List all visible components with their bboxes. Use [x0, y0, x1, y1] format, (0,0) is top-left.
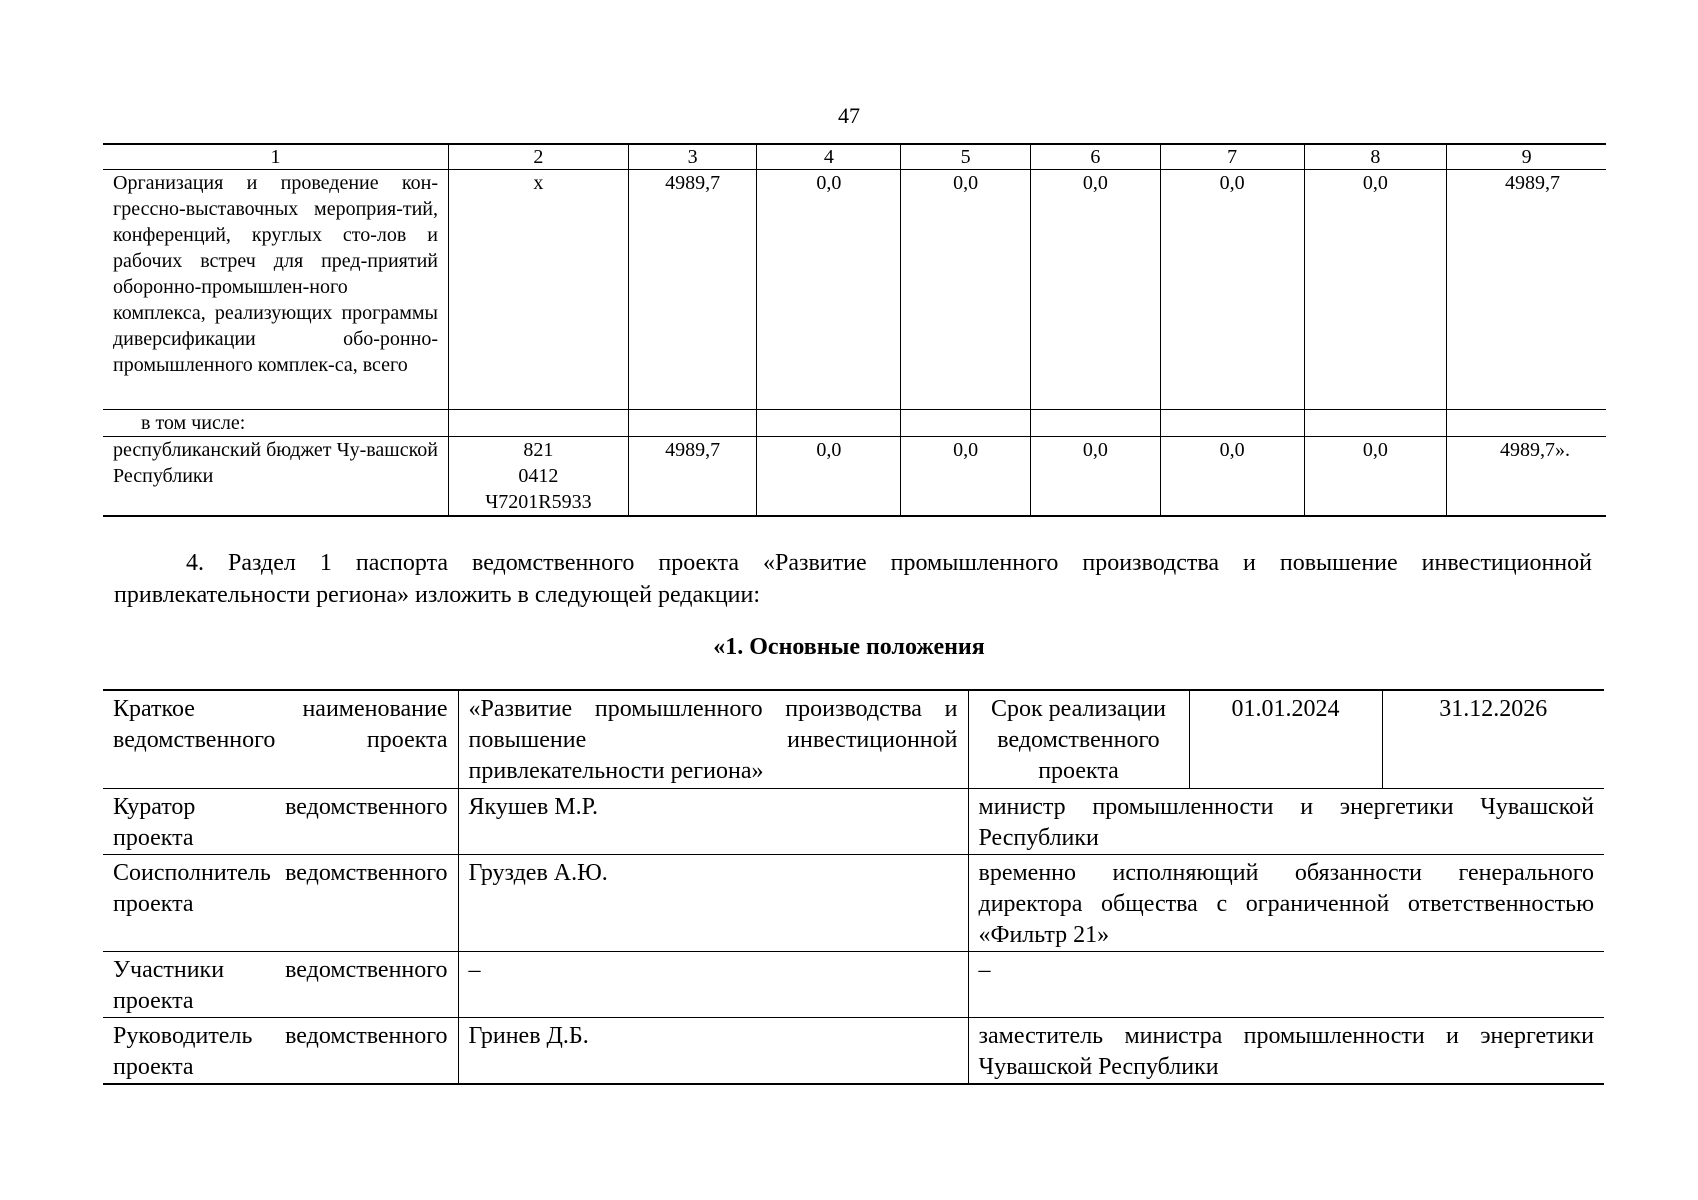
participants-position: – [968, 951, 1604, 1017]
head-position: заместитель министра промышленности и энергетики Чувашской Республики [978, 1022, 1594, 1080]
table-row [103, 690, 1604, 788]
empty-cell [1160, 410, 1304, 437]
value-cell: 0,0 [1304, 437, 1447, 517]
table-row [103, 854, 1604, 951]
page-number: 47 [838, 103, 860, 128]
table-row [103, 437, 1606, 517]
value-cell: 0,0 [1160, 170, 1304, 410]
table-row [103, 1017, 1604, 1084]
curator-label: Куратор ведомственного проекта [103, 788, 458, 854]
code-line: 821 [523, 439, 554, 461]
column-header: 6 [1030, 144, 1160, 170]
empty-cell [1304, 410, 1447, 437]
empty-cell [757, 410, 901, 437]
co-executor-position-cell [968, 854, 1604, 951]
value-cell: 0,0 [757, 437, 901, 517]
head-label: Руководитель ведомственного проекта [103, 1017, 458, 1084]
column-header: 1 [103, 144, 449, 170]
curator-name: Якушев М.Р. [458, 788, 968, 854]
end-date: 31.12.2026 [1382, 690, 1604, 788]
column-header: 8 [1304, 144, 1447, 170]
code-cell [449, 437, 629, 517]
table-row [103, 410, 1606, 437]
co-executor-name: Груздев А.Ю. [458, 854, 968, 951]
empty-cell [449, 410, 629, 437]
co-executor-position: временно исполняющий обязанности генерального директора общества с ограниченной ответственностью «Фильтр 21» [978, 859, 1594, 948]
table-row [103, 788, 1604, 854]
value-cell: 0,0 [1030, 437, 1160, 517]
empty-cell [1447, 410, 1606, 437]
short-name-value [458, 690, 968, 788]
column-header: 2 [449, 144, 629, 170]
head-position-cell [968, 1017, 1604, 1084]
participants-name: – [458, 951, 968, 1017]
participants-label: Участники ведомственного проекта [103, 951, 458, 1017]
start-date: 01.01.2024 [1189, 690, 1382, 788]
row-name-cell: Организация и проведение кон-грессно-выставочных мероприя-тий, конференций, круглых сто-лов и рабочих встреч для пред-приятий оборонно-промышлен-ного комплекса, реализующих программы диверсификации обо-ронно-промышленного комплек-са, всего [103, 170, 449, 410]
table-row [103, 170, 1606, 410]
value-cell: 0,0 [901, 437, 1031, 517]
value-cell: 0,0 [901, 170, 1031, 410]
finance-table-header-row [103, 144, 1606, 170]
value-cell: 0,0 [757, 170, 901, 410]
finance-table [103, 143, 1606, 517]
period-label: Срок реализации ведомственного проекта [968, 690, 1189, 788]
section-heading: «1. Основные положения [713, 634, 985, 660]
column-header: 4 [757, 144, 901, 170]
value-cell: 4989,7 [1447, 170, 1606, 410]
value-cell: 4989,7 [628, 170, 757, 410]
curator-position-cell [968, 788, 1604, 854]
code-cell: х [449, 170, 629, 410]
column-header: 5 [901, 144, 1031, 170]
value-cell: 0,0 [1160, 437, 1304, 517]
curator-position: министр промышленности и энергетики Чувашской Республики [978, 793, 1594, 851]
empty-cell [628, 410, 757, 437]
value-cell: 4989,7». [1447, 437, 1606, 517]
column-header: 7 [1160, 144, 1304, 170]
short-name-label: Краткое наименование ведомственного проекта [103, 690, 458, 788]
code-line: 0412 [518, 465, 559, 487]
value-cell: 0,0 [1304, 170, 1447, 410]
empty-cell [901, 410, 1031, 437]
row-name-cell: в том числе: [103, 410, 449, 437]
row-name-cell: республиканский бюджет Чу-вашской Республики [103, 437, 449, 517]
value-cell: 4989,7 [628, 437, 757, 517]
short-name-text: «Развитие промышленного производства и повышение инвестиционной привлекательности региона» [468, 696, 958, 784]
head-name: Гринев Д.Б. [458, 1017, 968, 1084]
code-line: Ч7201R5933 [485, 491, 592, 513]
amendment-paragraph: 4. Раздел 1 паспорта ведомственного проекта «Развитие промышленного производства и повышение инвестиционной привлекательности региона» изложить в следующей редакции: [114, 550, 1592, 608]
passport-table [103, 689, 1604, 1085]
value-cell: 0,0 [1030, 170, 1160, 410]
empty-cell [1030, 410, 1160, 437]
column-header: 3 [628, 144, 757, 170]
table-row [103, 951, 1604, 1017]
column-header: 9 [1447, 144, 1606, 170]
co-executor-label: Соисполнитель ведомственного проекта [103, 854, 458, 951]
